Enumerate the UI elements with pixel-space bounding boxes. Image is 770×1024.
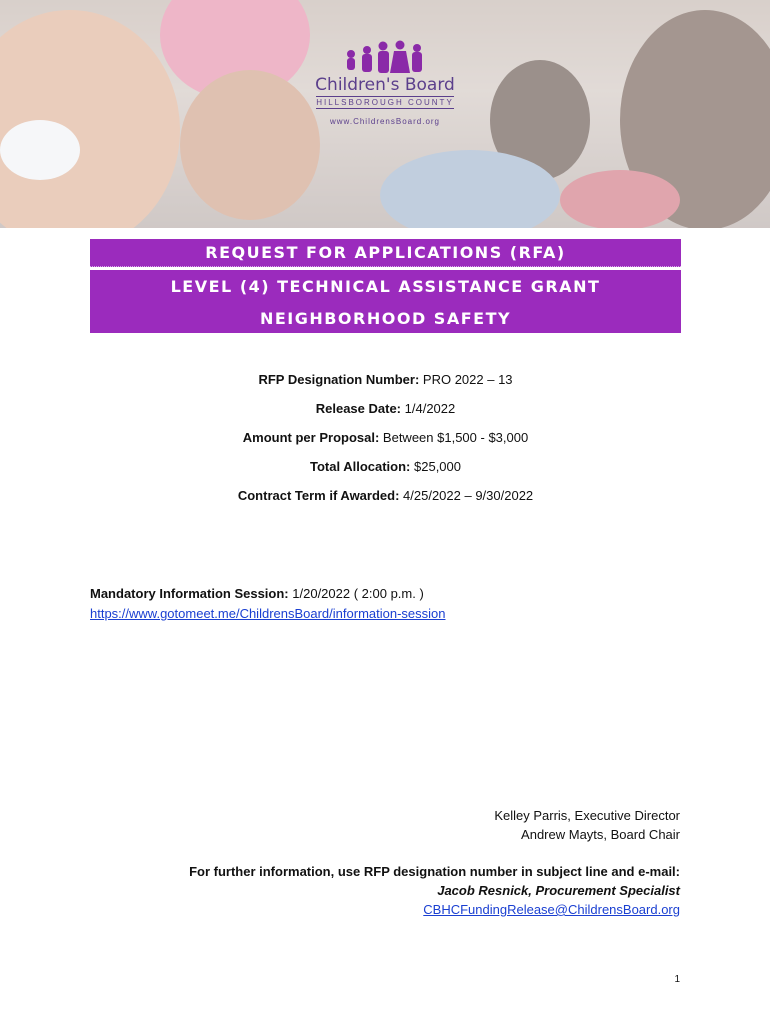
- session-value: 1/20/2022 ( 2:00 p.m. ): [292, 586, 424, 601]
- signer-director: Kelley Parris, Executive Director: [494, 808, 680, 823]
- contact-person: Jacob Resnick, Procurement Specialist: [437, 883, 680, 898]
- detail-label: Amount per Proposal:: [242, 430, 380, 445]
- detail-label: Total Allocation:: [309, 459, 411, 474]
- detail-label: Contract Term if Awarded:: [237, 488, 400, 503]
- information-session: [90, 584, 446, 624]
- signer-chair: Andrew Mayts, Board Chair: [521, 827, 680, 842]
- detail-row-release-date: [90, 399, 681, 428]
- detail-row-amount: [90, 428, 681, 457]
- detail-row-designation: [90, 370, 681, 399]
- title-line-1: REQUEST FOR APPLICATIONS (RFA): [90, 239, 681, 267]
- children-figures-icon: [343, 40, 427, 74]
- detail-value: $25,000: [414, 459, 461, 474]
- detail-value: 1/4/2022: [404, 401, 456, 416]
- title-line-3: NEIGHBORHOOD SAFETY: [90, 303, 681, 333]
- session-label: Mandatory Information Session:: [90, 586, 289, 601]
- detail-value: PRO 2022 – 13: [422, 372, 513, 387]
- detail-label: Release Date:: [315, 401, 402, 416]
- detail-value: Between $1,500 - $3,000: [382, 430, 529, 445]
- header-photo: [0, 0, 770, 228]
- detail-row-contract-term: [90, 486, 681, 515]
- contact-info: [189, 862, 680, 919]
- title-line-2: LEVEL (4) TECHNICAL ASSISTANCE GRANT: [90, 270, 681, 303]
- detail-label: RFP Designation Number:: [258, 372, 420, 387]
- session-link[interactable]: https://www.gotomeet.me/ChildrensBoard/information-session: [90, 606, 446, 621]
- contact-email-link[interactable]: CBHCFundingRelease@ChildrensBoard.org: [423, 902, 680, 917]
- rfp-details: [90, 370, 681, 515]
- childrens-board-logo: [312, 40, 458, 130]
- logo-county: HILLSBOROUGH COUNTY: [316, 98, 454, 107]
- detail-row-total-allocation: [90, 457, 681, 486]
- detail-value: 4/25/2022 – 9/30/2022: [403, 488, 534, 503]
- signatories: [494, 806, 680, 844]
- contact-lead: For further information, use RFP designation number in subject line and e-mail:: [189, 864, 680, 879]
- page-number: 1: [674, 974, 680, 985]
- logo-name: Children's Board: [315, 75, 455, 95]
- logo-url: www.ChildrensBoard.org: [329, 117, 441, 126]
